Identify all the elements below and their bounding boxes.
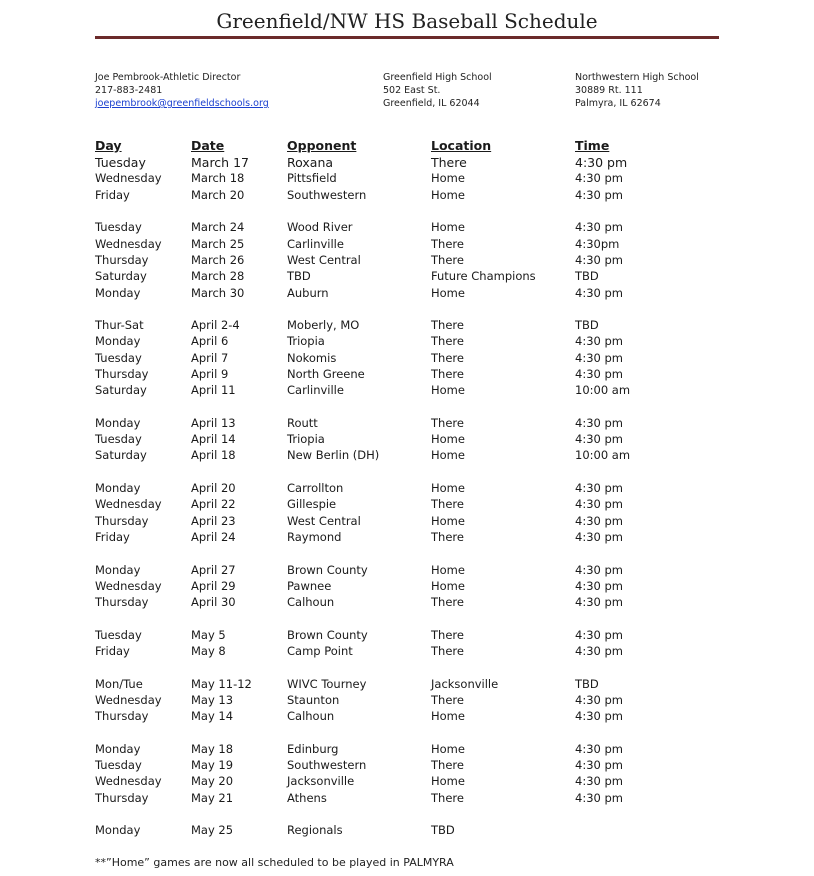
cell-opponent: Carrollton [287, 481, 344, 496]
cell-date: May 20 [191, 774, 234, 789]
cell-time: TBD [575, 676, 599, 691]
cell-location: There [431, 595, 464, 610]
table-row [95, 366, 715, 382]
cell-date: April 29 [191, 578, 236, 593]
cell-opponent: Carlinville [287, 383, 344, 398]
cell-day: Thursday [95, 367, 149, 381]
cell-location: Home [431, 285, 465, 300]
cell-day: Wednesday [95, 171, 162, 186]
cell-day: Wednesday [95, 578, 162, 593]
spacer-row [95, 659, 715, 675]
cell-location: Jacksonville [431, 676, 499, 691]
cell-opponent: Roxana [287, 154, 334, 170]
cell-day: Saturday [95, 269, 147, 284]
director-name: Joe Pembrook-Athletic Director [95, 72, 241, 83]
cell-time: 4:30 pm [575, 187, 623, 202]
cell-location: There [431, 252, 464, 267]
table-row [95, 431, 715, 447]
table-row [95, 708, 715, 724]
table-row [95, 822, 715, 838]
cell-location: Home [431, 513, 465, 528]
cell-time: 4:30 pm [575, 595, 623, 610]
cell-location: Home [431, 187, 465, 202]
cell-time: 4:30 pm [575, 285, 623, 300]
table-row [95, 790, 715, 806]
cell-day: Thur-Sat [95, 318, 144, 333]
header-location: Location [431, 138, 492, 153]
cell-time: 4:30 pm [575, 692, 623, 707]
cell-opponent: New Berlin (DH) [287, 448, 380, 463]
cell-time: 4:30 pm [575, 578, 623, 593]
cell-day: Wednesday [95, 236, 162, 251]
table-row [95, 627, 715, 643]
cell-time: 4:30 pm [575, 220, 623, 235]
header-date: Date [191, 138, 225, 153]
cell-time: 4:30 pm [575, 334, 623, 349]
footnote: **”Home” games are now all scheduled to be played in PALMYRA [95, 856, 454, 869]
cell-date: April 7 [191, 350, 229, 365]
cell-day: Monday [95, 741, 141, 756]
cell-location: Home [431, 774, 465, 789]
cell-opponent: Moberly, MO [287, 318, 360, 333]
spacer-row [95, 806, 715, 822]
header-day: Day [95, 138, 122, 153]
cell-location: There [431, 627, 464, 642]
table-row [95, 333, 715, 349]
cell-opponent: Triopia [287, 334, 325, 349]
table-row [95, 268, 715, 284]
cell-opponent: North Greene [287, 367, 365, 381]
cell-day: Saturday [95, 383, 147, 398]
cell-location: There [431, 334, 464, 349]
cell-date: March 30 [191, 285, 245, 300]
cell-time: 4:30 pm [575, 350, 623, 365]
cell-day: Tuesday [95, 627, 142, 642]
cell-time: 4:30 pm [575, 513, 623, 528]
cell-day: Monday [95, 562, 141, 577]
table-row [95, 170, 715, 186]
cell-date: May 11-12 [191, 676, 252, 691]
cell-time: 4:30 pm [575, 154, 628, 170]
cell-location: There [431, 692, 464, 707]
cell-date: March 18 [191, 171, 245, 186]
cell-location: There [431, 644, 464, 659]
schedule-table [95, 137, 715, 838]
cell-date: May 25 [191, 823, 234, 838]
cell-day: Monday [95, 481, 141, 496]
cell-date: March 17 [191, 154, 249, 170]
cell-date: April 6 [191, 334, 229, 349]
cell-date: May 18 [191, 741, 234, 756]
cell-opponent: Triopia [287, 432, 325, 447]
cell-location: There [431, 154, 467, 170]
cell-date: March 25 [191, 236, 245, 251]
cell-date: April 27 [191, 562, 236, 577]
cell-location: There [431, 415, 464, 430]
page-title: Greenfield/NW HS Baseball Schedule [216, 9, 598, 33]
northwestern-address [575, 71, 699, 110]
spacer-row [95, 545, 715, 561]
cell-day: Mon/Tue [95, 676, 143, 691]
table-row [95, 284, 715, 300]
table-row [95, 415, 715, 431]
cell-location: TBD [431, 823, 455, 838]
cell-time: 4:30 pm [575, 709, 623, 724]
spacer-row [95, 398, 715, 414]
spacer-cell [95, 610, 715, 626]
director-contact [95, 71, 269, 110]
cell-day: Tuesday [95, 432, 142, 447]
cell-time: 4:30 pm [575, 562, 623, 577]
cell-date: April 24 [191, 529, 236, 544]
cell-location: Home [431, 383, 465, 398]
cell-time: 4:30 pm [575, 481, 623, 496]
cell-opponent: Brown County [287, 627, 368, 642]
cell-location: Home [431, 578, 465, 593]
spacer-row [95, 724, 715, 740]
cell-opponent: WIVC Tourney [287, 676, 367, 691]
cell-day: Monday [95, 285, 141, 300]
cell-day: Tuesday [95, 220, 142, 235]
cell-time: 4:30 pm [575, 790, 623, 805]
cell-location: Home [431, 562, 465, 577]
spacer-cell [95, 545, 715, 561]
table-row [95, 219, 715, 235]
cell-time: 4:30 pm [575, 171, 623, 186]
spacer-row [95, 203, 715, 219]
cell-location: Home [431, 448, 465, 463]
cell-date: May 21 [191, 790, 234, 805]
cell-location: There [431, 529, 464, 544]
cell-date: March 26 [191, 252, 245, 267]
cell-opponent: Regionals [287, 823, 343, 838]
cell-day: Thursday [95, 709, 149, 724]
director-phone: 217-883-2481 [95, 85, 163, 96]
cell-day: Friday [95, 529, 130, 544]
cell-day: Wednesday [95, 497, 162, 512]
cell-opponent: West Central [287, 513, 361, 528]
table-row [95, 496, 715, 512]
cell-time: 4:30 pm [575, 644, 623, 659]
cell-date: April 23 [191, 513, 236, 528]
cell-day: Monday [95, 823, 141, 838]
cell-time: 4:30 pm [575, 529, 623, 544]
cell-date: April 30 [191, 595, 236, 610]
cell-time: TBD [575, 269, 599, 284]
cell-opponent: Wood River [287, 220, 353, 235]
cell-day: Tuesday [95, 350, 142, 365]
cell-date: April 22 [191, 497, 236, 512]
cell-date: May 19 [191, 758, 234, 773]
cell-opponent: West Central [287, 252, 361, 267]
cell-date: April 2-4 [191, 318, 240, 333]
spacer-cell [95, 724, 715, 740]
cell-location: There [431, 236, 464, 251]
spacer-cell [95, 806, 715, 822]
cell-opponent: Carlinville [287, 236, 344, 251]
cell-time: 4:30 pm [575, 758, 623, 773]
cell-time: 4:30 pm [575, 252, 623, 267]
cell-location: There [431, 758, 464, 773]
cell-day: Thursday [95, 790, 149, 805]
cell-time: TBD [575, 318, 599, 333]
table-row [95, 513, 715, 529]
cell-opponent: Edinburg [287, 741, 339, 756]
table-row [95, 578, 715, 594]
table-row [95, 350, 715, 366]
cell-day: Thursday [95, 252, 149, 267]
cell-date: April 20 [191, 481, 236, 496]
cell-time: 4:30 pm [575, 367, 623, 381]
cell-location: Home [431, 171, 465, 186]
spacer-cell [95, 464, 715, 480]
table-row [95, 382, 715, 398]
cell-date: May 5 [191, 627, 226, 642]
table-row [95, 235, 715, 251]
spacer-cell [95, 659, 715, 675]
cell-location: Future Champions [431, 269, 536, 284]
table-row [95, 252, 715, 268]
cell-time [575, 822, 715, 838]
cell-time: 10:00 am [575, 383, 631, 398]
schedule-header-row [95, 137, 715, 154]
header-time: Time [575, 138, 610, 153]
table-row [95, 773, 715, 789]
director-email-link[interactable]: joepembrook@greenfieldschools.org [95, 98, 269, 109]
spacer-row [95, 610, 715, 626]
table-row [95, 741, 715, 757]
cell-date: April 13 [191, 415, 236, 430]
cell-location: There [431, 367, 464, 381]
cell-day: Thursday [95, 513, 149, 528]
northwestern-school-name: Northwestern High School [575, 72, 699, 83]
cell-date: March 28 [191, 269, 245, 284]
cell-opponent: Pawnee [287, 578, 332, 593]
cell-opponent: Staunton [287, 692, 340, 707]
cell-day: Friday [95, 187, 130, 202]
schedule-body [95, 154, 715, 838]
greenfield-address [383, 71, 492, 110]
header-opponent: Opponent [287, 138, 357, 153]
cell-time: 4:30pm [575, 236, 620, 251]
cell-date: April 14 [191, 432, 236, 447]
cell-location: There [431, 790, 464, 805]
cell-day: Monday [95, 334, 141, 349]
cell-time: 4:30 pm [575, 627, 623, 642]
cell-opponent: Camp Point [287, 644, 353, 659]
cell-date: April 11 [191, 383, 236, 398]
spacer-row [95, 464, 715, 480]
table-row [95, 757, 715, 773]
cell-opponent: Athens [287, 790, 327, 805]
table-row [95, 317, 715, 333]
cell-date: March 24 [191, 220, 245, 235]
table-row [95, 187, 715, 203]
table-row [95, 676, 715, 692]
cell-opponent: Raymond [287, 529, 342, 544]
cell-opponent: Southwestern [287, 758, 367, 773]
cell-opponent: Calhoun [287, 709, 335, 724]
spacer-cell [95, 301, 715, 317]
cell-opponent: Auburn [287, 285, 329, 300]
northwestern-city: Palmyra, IL 62674 [575, 98, 661, 109]
cell-opponent: Pittsfield [287, 171, 337, 186]
cell-location: Home [431, 709, 465, 724]
cell-day: Wednesday [95, 774, 162, 789]
greenfield-street: 502 East St. [383, 85, 441, 96]
cell-day: Friday [95, 644, 130, 659]
cell-time: 4:30 pm [575, 497, 623, 512]
cell-location: Home [431, 220, 465, 235]
cell-day: Saturday [95, 448, 147, 463]
table-row [95, 480, 715, 496]
table-row [95, 529, 715, 545]
cell-opponent: Calhoun [287, 595, 335, 610]
cell-location: There [431, 318, 464, 333]
cell-time: 4:30 pm [575, 741, 623, 756]
cell-time: 4:30 pm [575, 415, 623, 430]
northwestern-street: 30889 Rt. 111 [575, 85, 643, 96]
cell-date: March 20 [191, 187, 245, 202]
greenfield-school-name: Greenfield High School [383, 72, 492, 83]
cell-date: April 18 [191, 448, 236, 463]
table-row [95, 692, 715, 708]
spacer-row [95, 301, 715, 317]
cell-date: April 9 [191, 367, 229, 381]
cell-time: 4:30 pm [575, 432, 623, 447]
title-divider [95, 36, 719, 39]
cell-opponent: TBD [287, 269, 311, 284]
spacer-cell [95, 398, 715, 414]
cell-location: Home [431, 481, 465, 496]
cell-location: There [431, 350, 464, 365]
cell-location: Home [431, 741, 465, 756]
spacer-cell [95, 203, 715, 219]
cell-day: Monday [95, 415, 141, 430]
cell-date: May 8 [191, 644, 226, 659]
cell-day: Wednesday [95, 692, 162, 707]
table-row [95, 447, 715, 463]
table-row [95, 561, 715, 577]
cell-opponent: Nokomis [287, 350, 337, 365]
cell-day: Tuesday [95, 154, 146, 170]
table-row [95, 594, 715, 610]
cell-opponent: Jacksonville [287, 774, 355, 789]
cell-day: Thursday [95, 595, 149, 610]
cell-time: 4:30 pm [575, 774, 623, 789]
cell-location: There [431, 497, 464, 512]
cell-opponent: Brown County [287, 562, 368, 577]
cell-location: Home [431, 432, 465, 447]
cell-opponent: Southwestern [287, 187, 367, 202]
cell-time: 10:00 am [575, 448, 631, 463]
cell-date: May 13 [191, 692, 234, 707]
table-row [95, 643, 715, 659]
cell-date: May 14 [191, 709, 234, 724]
cell-day: Tuesday [95, 758, 142, 773]
cell-opponent: Routt [287, 415, 318, 430]
table-row [95, 154, 715, 170]
greenfield-city: Greenfield, IL 62044 [383, 98, 480, 109]
cell-opponent: Gillespie [287, 497, 337, 512]
